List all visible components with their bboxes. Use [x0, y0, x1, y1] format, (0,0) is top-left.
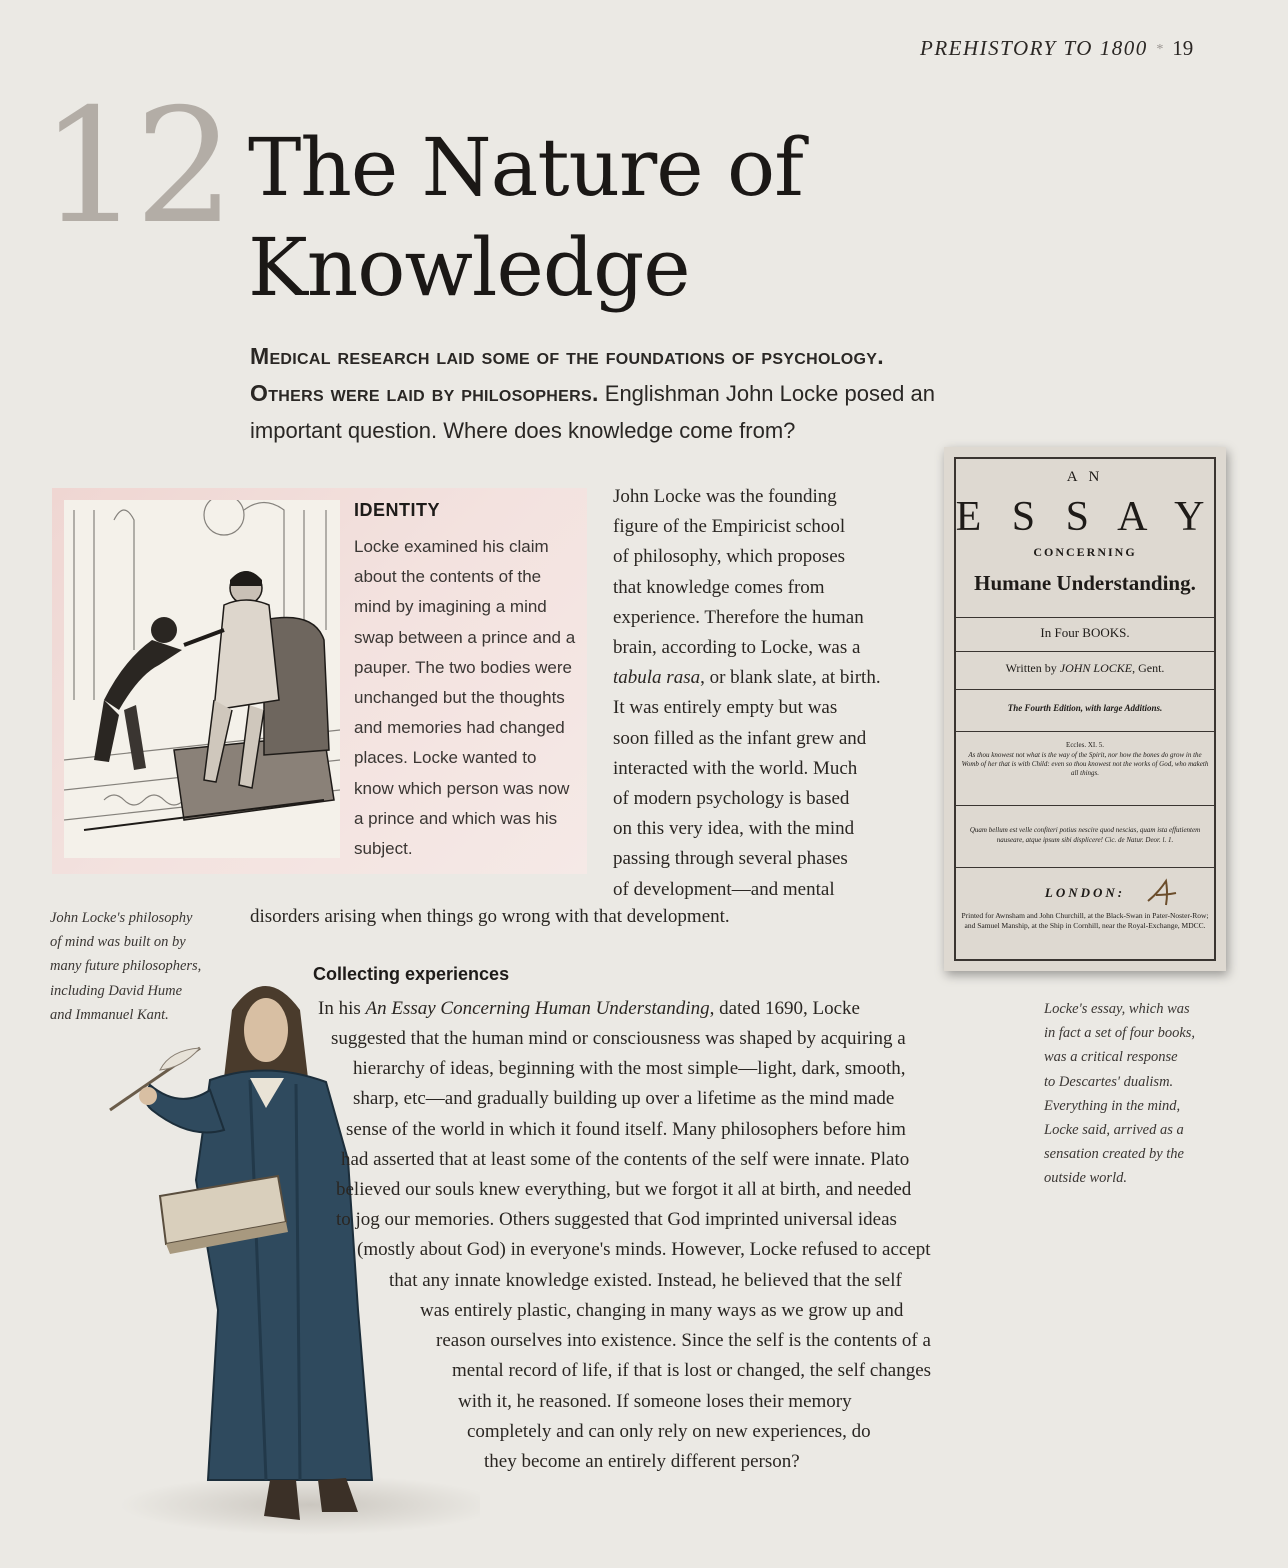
chapter-title: [248, 118, 928, 318]
caption-line: including David Hume: [50, 982, 183, 999]
body-line: passing through several phases: [613, 848, 848, 870]
body-line: on this very idea, with the mind: [613, 818, 855, 840]
caption-line: to Descartes' dualism.: [1044, 1073, 1174, 1090]
section2-line: (mostly about God) in everyone's minds. However, Locke refused to accept: [357, 1239, 931, 1260]
section2-suffix: , dated 1690, Locke: [709, 998, 860, 1019]
body-line: of philosophy, which proposes: [613, 546, 846, 568]
essay-concerning: CONCERNING: [1033, 545, 1137, 559]
essay-subject: Humane Understanding.: [974, 571, 1196, 595]
signature-mark: [1144, 875, 1184, 911]
identity-title: IDENTITY: [354, 500, 441, 520]
intro-caps-line1: Medical research laid some of the foundations of psychology.: [250, 343, 884, 369]
caption-line: Locke's essay, which was: [1044, 1001, 1190, 1017]
caption-line: outside world.: [1044, 1170, 1127, 1187]
section2-line: was entirely plastic, changing in many ways as we grow up and: [420, 1300, 904, 1321]
section2-line: reason ourselves into existence. Since the self is the contents of a: [436, 1330, 931, 1351]
body-column-1: [613, 482, 933, 905]
separator-star: *: [1155, 42, 1165, 57]
body-line: It was entirely empty but was: [613, 697, 838, 719]
caption-line: John Locke's philosophy: [50, 910, 193, 926]
caption-line: was a critical response: [1044, 1049, 1178, 1066]
section2-line: sense of the world in which it found itself. Many philosophers before him: [346, 1119, 906, 1140]
essay-eccles-ref: Eccles. XI. 5.: [1066, 741, 1104, 749]
essay-rule: [956, 805, 1214, 806]
prince-pauper-illustration: [64, 500, 340, 858]
intro-rest-line2: Englishman John Locke posed an: [598, 381, 935, 406]
essay-imprint: Printed for Awnsham and John Churchill, at the Black-Swan in Pater-Noster-Row; and Samuel Manship, at the Ship in Cornhill, near the Royal-Exchange, MDCC.: [961, 911, 1209, 930]
tabula-rest: , or blank slate, at birth.: [700, 667, 881, 689]
essay-rule: [956, 617, 1214, 618]
essay-london: LONDON:: [1044, 885, 1126, 900]
section2-line: with it, he reasoned. If someone loses their memory: [458, 1391, 852, 1412]
section2-line: mental record of life, if that is lost or changed, the self changes: [452, 1360, 932, 1381]
caption-line: Everything in the mind,: [1044, 1097, 1181, 1114]
body-line: John Locke was the founding: [613, 486, 837, 507]
essay-eccles-text: As thou knowest not what is the way of the Spirit, nor how the bones do grow in the Womb of her that is with Child: even so thou knowest not the works of God, who maketh all things.: [961, 751, 1209, 777]
tabula-rasa-term: tabula rasa: [613, 667, 701, 689]
body-line: brain, according to Locke, was a: [613, 637, 861, 659]
section2-line: to jog our memories. Others suggested that God imprinted universal ideas: [336, 1209, 897, 1230]
caption-line: in fact a set of four books,: [1044, 1025, 1196, 1042]
running-head: [920, 36, 1250, 61]
intro-caps-line2: Others were laid by philosophers.: [250, 380, 599, 406]
essay-essay: E S S A Y: [955, 494, 1215, 540]
essay-books: In Four BOOKS.: [1040, 625, 1130, 640]
caption-line: many future philosophers,: [50, 958, 202, 975]
body-last-line: disorders arising when things go wrong with that development.: [250, 906, 730, 927]
body-line: soon filled as the infant grew and: [613, 727, 867, 749]
essay-author: [944, 661, 1226, 676]
page-number: 19: [1172, 36, 1194, 60]
chapter-title-line1: The Nature of: [248, 121, 803, 214]
section2-line-first: [318, 994, 860, 1024]
subhead-collecting-experiences: Collecting experiences: [313, 964, 510, 984]
section2-line: they become an entirely different person?: [484, 1451, 800, 1472]
essay-title-page-image: [944, 447, 1226, 971]
section2-line: sharp, etc—and gradually building up over a lifetime as the mind made: [353, 1088, 895, 1109]
identity-text: Locke examined his claim about the contents of the mind by imagining a mind swap between a prince and a pauper. The two bodies were unchanged but the thoughts and memories had changed places. Locke wanted to know which person was now a prince and which was his subject.: [354, 537, 576, 859]
essay-cicero-text: Quam bellum est velle confiteri potius nescire quod nescias, quam ista effutientem nauseare, atque ipsum sibi displicere! Cic. de Natur. Deor. l. 1.: [969, 826, 1201, 844]
essay-edition: The Fourth Edition, with large Additions.: [1007, 703, 1163, 713]
section2-prefix: In his: [318, 998, 366, 1019]
section2-line: that any innate knowledge existed. Instead, he believed that the self: [389, 1270, 902, 1291]
intro-line3: important question. Where does knowledge come from?: [250, 418, 796, 443]
body-line: experience. Therefore the human: [613, 606, 864, 628]
essay-title-italic: An Essay Concerning Human Understanding: [365, 998, 710, 1019]
body-line: that knowledge comes from: [613, 576, 825, 598]
essay-rule: [956, 867, 1214, 868]
section-name: PREHISTORY TO 1800: [920, 36, 1148, 60]
caption-essay: [1044, 997, 1195, 1191]
caption-line: sensation created by the: [1044, 1146, 1184, 1163]
body-line: figure of the Empiricist school: [613, 516, 846, 538]
chapter-number: 12: [40, 75, 230, 259]
section2-line: suggested that the human mind or consciousness was shaped by acquiring a: [331, 1028, 906, 1049]
caption-line: Locke said, arrived as a: [1044, 1122, 1184, 1139]
section2-line: completely and can only rely on new experiences, do: [467, 1421, 871, 1442]
essay-rule: [956, 731, 1214, 732]
section2-line: believed our souls knew everything, but we forgot it all at birth, and needed: [336, 1179, 912, 1200]
body-line-tabula: [613, 663, 933, 693]
essay-author-name: JOHN LOCKE: [1059, 661, 1133, 675]
body-line: interacted with the world. Much: [613, 757, 858, 779]
section2-line: had asserted that at least some of the contents of the self were innate. Plato: [341, 1149, 910, 1170]
caption-line: and Immanuel Kant.: [50, 1006, 169, 1023]
body-line: of development—and mental: [613, 878, 835, 900]
section2-line: hierarchy of ideas, beginning with the most simple—light, dark, smooth,: [353, 1058, 906, 1079]
body-line: of modern psychology is based: [613, 788, 850, 810]
essay-rule: [956, 651, 1214, 652]
essay-rule: [956, 689, 1214, 690]
essay-author-prefix: Written by: [1005, 661, 1060, 675]
chapter-title-line2: Knowledge: [248, 221, 690, 314]
intro-paragraph: [250, 338, 1010, 449]
caption-line: of mind was built on by: [50, 934, 186, 951]
essay-author-suffix: , Gent.: [1132, 661, 1165, 675]
essay-an: A N: [1066, 469, 1104, 485]
